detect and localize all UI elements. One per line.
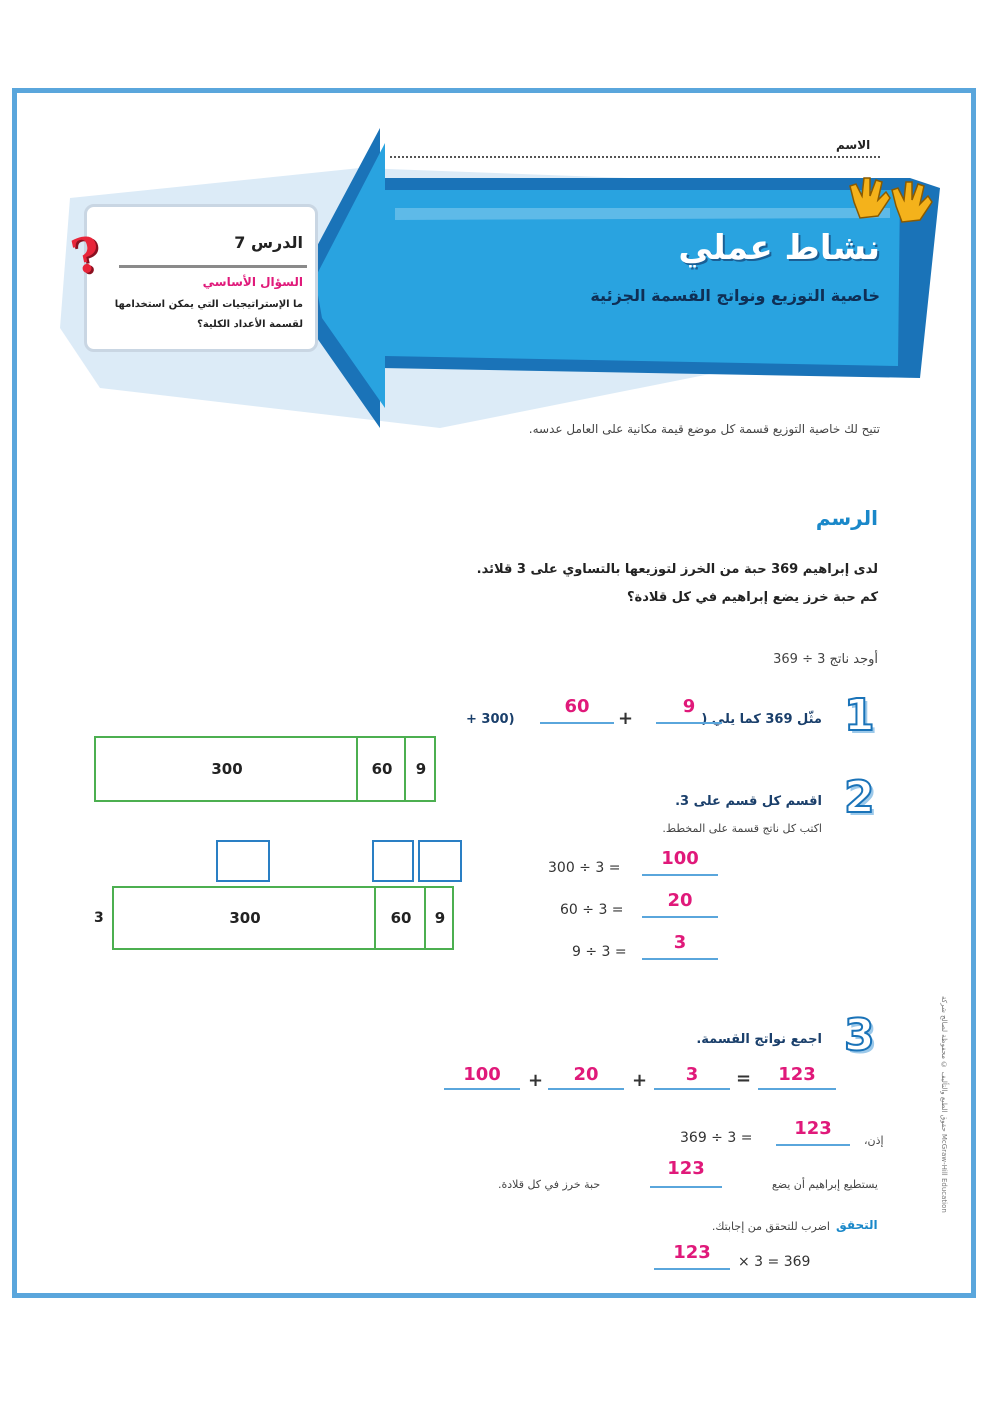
check-instruction: اضرب للتحقق من إجابتك. xyxy=(711,1220,830,1233)
division-eq-1: 300 ÷ 3 = xyxy=(548,860,621,876)
model-bottom-cell-ones: 9 xyxy=(424,888,454,948)
sum-term-1[interactable]: 100 xyxy=(444,1064,520,1090)
lesson-number: الدرس 7 xyxy=(234,233,303,252)
place-value-model-top xyxy=(94,736,436,802)
question-mark-icon: ? xyxy=(66,225,106,287)
step-1-close: (300 + xyxy=(466,712,515,727)
division-answer-3[interactable]: 3 xyxy=(642,932,718,960)
step-2-number: 2 xyxy=(844,772,875,823)
result-answer[interactable]: 123 xyxy=(650,1158,722,1188)
find-instruction: أوجد ناتج 3 ÷ 369 xyxy=(773,652,878,667)
division-eq-2: 60 ÷ 3 = xyxy=(560,902,624,918)
so-expression: 369 ÷ 3 = xyxy=(680,1130,753,1146)
page-subtitle: خاصية التوزيع ونواتج القسمة الجزئية xyxy=(590,286,880,305)
sum-plus-1: + xyxy=(528,1070,544,1091)
problem-line-2: كم حبة خرز يضع إبراهيم في كل قلادة؟ xyxy=(627,590,878,605)
check-label: التحقق xyxy=(836,1218,878,1232)
sum-total[interactable]: 123 xyxy=(758,1064,836,1090)
model-bottom-cell-hundreds: 300 xyxy=(229,909,261,927)
essential-question: ما الإستراتيجيات التي يمكن استخدامها لقسمة الأعداد الكلية؟ xyxy=(114,299,303,330)
step-1-plus: + xyxy=(618,708,634,729)
step-1-answer-tens[interactable]: 60 xyxy=(540,696,614,724)
name-label: الاسم xyxy=(836,138,871,152)
result-suffix: حبة خرز في كل قلادة. xyxy=(498,1178,601,1191)
step-2-sub: اكتب كل ناتج قسمة على المخطط. xyxy=(662,822,822,835)
place-value-model-bottom xyxy=(112,886,454,950)
model-bottom-cell-tens: 60 xyxy=(374,888,426,948)
result-prefix: يستطيع إبراهيم أن يضع xyxy=(771,1178,878,1191)
model-cell-hundreds: 300 xyxy=(211,760,243,778)
intro-text: تتيح لك خاصية التوزيع قسمة كل موضع قيمة مكانية على العامل عدسه. xyxy=(528,422,880,436)
check-expression: × 3 = 369 xyxy=(738,1254,811,1270)
essential-question-label: السؤال الأساسي xyxy=(202,275,303,289)
step-1-label: مثّل 369 كما يلي ( xyxy=(701,712,822,727)
quotient-box-ones[interactable] xyxy=(418,840,462,882)
page-title: نشاط عملي xyxy=(678,228,880,268)
model-cell-tens: 60 xyxy=(356,738,406,800)
hands-icon xyxy=(846,172,938,228)
model-divisor: 3 xyxy=(94,910,104,926)
lesson-divider xyxy=(119,265,307,268)
division-answer-1[interactable]: 100 xyxy=(642,848,718,876)
so-label: إذن، xyxy=(864,1134,884,1147)
division-answer-2[interactable]: 20 xyxy=(642,890,718,918)
sum-plus-2: + xyxy=(632,1070,648,1091)
sum-term-3[interactable]: 3 xyxy=(654,1064,730,1090)
quotient-box-hundreds[interactable] xyxy=(216,840,270,882)
step-3-label: اجمع نواتج القسمة. xyxy=(696,1032,822,1047)
step-1-answer-ones[interactable]: 9 xyxy=(656,696,722,724)
sum-term-2[interactable]: 20 xyxy=(548,1064,624,1090)
problem-line-1: لدى إبراهيم 369 حبة من الخرز لتوزيعها بالتساوي على 3 قلائد. xyxy=(476,562,878,577)
model-cell-ones: 9 xyxy=(404,738,436,800)
quotient-box-tens[interactable] xyxy=(372,840,414,882)
problem-statement xyxy=(477,556,878,612)
division-eq-3: 9 ÷ 3 = xyxy=(572,944,627,960)
section-heading: الرسم xyxy=(815,506,878,530)
step-2-label: اقسم كل قسم على 3. xyxy=(675,794,822,809)
check-answer[interactable]: 123 xyxy=(654,1242,730,1270)
so-answer[interactable]: 123 xyxy=(776,1118,850,1146)
step-3-number: 3 xyxy=(844,1010,875,1061)
step-1-number: 1 xyxy=(844,690,875,741)
copyright-sidebar: حقوق الطبع والتأليف © محفوظة لصالح شركة McGraw-Hill Education xyxy=(940,996,948,1213)
lesson-card xyxy=(84,204,318,352)
sum-equals: = xyxy=(736,1068,752,1089)
